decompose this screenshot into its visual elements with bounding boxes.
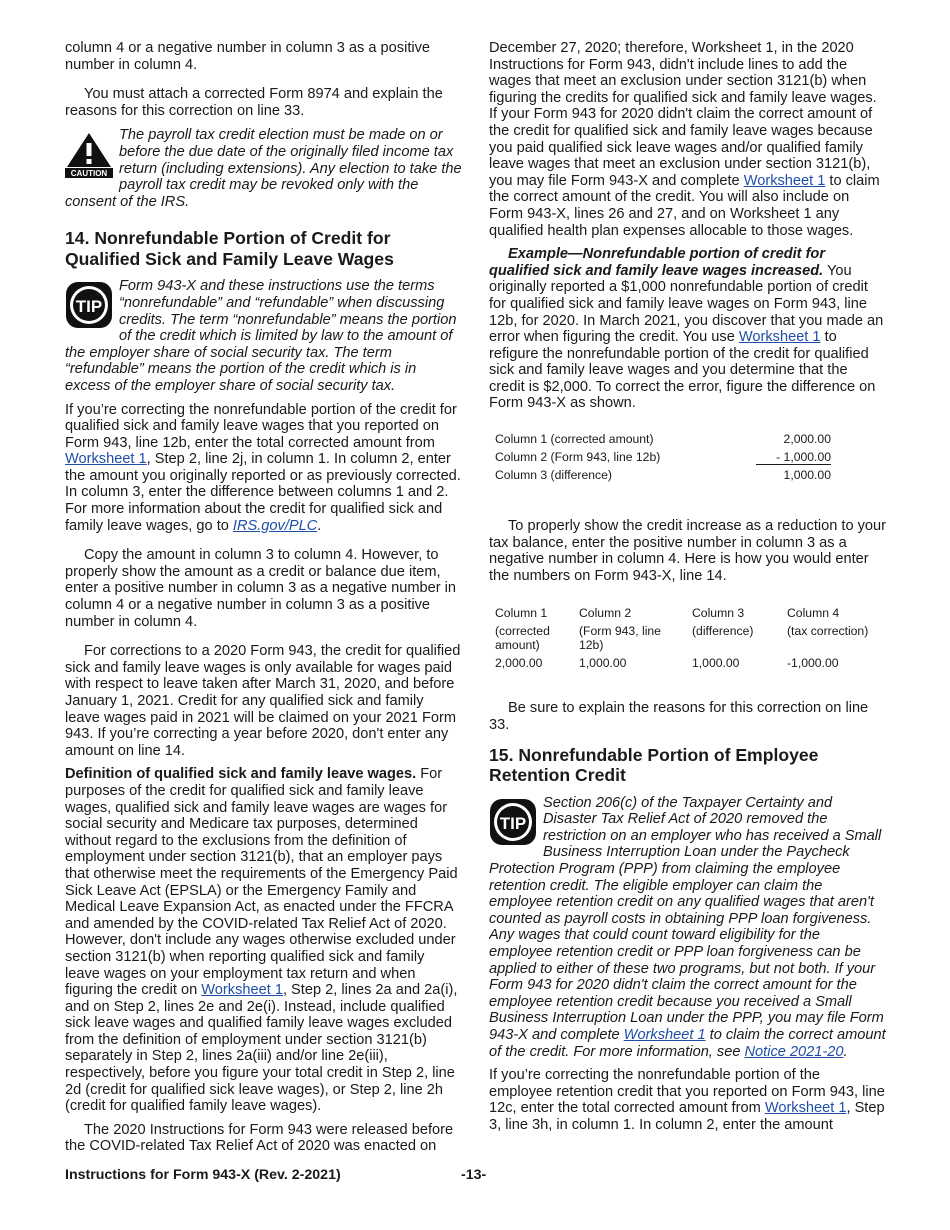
- page-number: -13-: [461, 1167, 487, 1183]
- table-cell-value: 1,000.00: [692, 656, 740, 671]
- paragraph: The 2020 Instructions for Form 943 were released before the COVID-related Tax Relief Act of 2020 was enacted on: [65, 1121, 454, 1155]
- caution-callout: [65, 127, 462, 210]
- table-cell-value: 2,000.00: [495, 656, 543, 671]
- table-row: [489, 654, 886, 672]
- paragraph: December 27, 2020; therefore, Worksheet 1, in the 2020 Instructions for Form 943, didn't include lines to add the wages that meet an exclusion under section 3121(b) when figuring the credits for qualified sick and family leave wages. If your Form 943 for 2020 didn't claim the correct amount of the credit for qualified sick and family leave wages because you paid qualified sick leave wages and/or qualified family leave wages that meet an exclusion under section 3121(b), you may file Form 943-X and complete Worksheet 1 to claim the correct amount of the credit. You will also include on Form 943-X, lines 26 and 27, and on Worksheet 1 any qualified health plan expenses allocable to those wages.: [489, 40, 880, 239]
- right-column: [489, 40, 886, 1134]
- table-subheader: (Form 943, line 12b): [579, 624, 661, 653]
- table-header: Column 4: [787, 606, 840, 621]
- table-row: [489, 466, 837, 484]
- page-footer: [65, 1167, 886, 1183]
- example-table-1: [489, 430, 837, 484]
- table-subheader: (corrected amount): [495, 624, 550, 653]
- paragraph: You must attach a corrected Form 8974 and explain the reasons for this correction on line 33.: [65, 86, 443, 119]
- table-row: [489, 430, 837, 448]
- worksheet-1-link[interactable]: Worksheet 1: [738, 329, 821, 346]
- caution-label: CAUTION: [70, 169, 108, 179]
- section-heading-15: 15. Nonrefundable Portion of Employee Retention Credit: [489, 744, 819, 786]
- tip-callout: [489, 795, 886, 1061]
- tip-text: Form 943-X and these instructions use the terms “nonrefundable” and “refundable” when discussing credits. The term “nonrefundable” means the portion of the credit which is limited by law to the amount of the employer share of social security tax. The term “refundable” means the portion of the credit which is in excess of the employer share of social security tax.: [65, 278, 457, 394]
- table-cell-value: -1,000.00: [787, 656, 839, 671]
- worksheet-1-link[interactable]: Worksheet 1: [743, 172, 826, 189]
- paragraph: Definition of qualified sick and family leave wages. For purposes of the credit for qualified sick and family leave wages, qualified sick and family leave wages are wages for social security and Medicare tax purposes, determined without regard to the exclusions from the definition of employment under section 3121(b), that an employer pays that otherwise meet the requirements of the Emergency Paid Sick Leave Act (EPSLA) or the Emergency Family and Medical Leave Expansion Act, as enacted under the FFCRA and amended by the COVID-related Tax Relief Act of 2020. However, don't include any wages otherwise excluded under section 3121(b) when reporting qualified sick and family leave wages on your employment tax return and when figuring the credit on Worksheet 1, Step 2, lines 2a and 2a(i), and on Step 2, lines 2e and 2e(i). Instead, include qualified sick leave wages and qualified family leave wages excluded from the definition of employment under section 3121(b) separately in Step 2, lines 2a(iii) and/or line 2e(iii), respectively, before you figure your total credit in Step 2, line 2d (credit for qualified sick leave wages), or Step 2, line 2h (credit for qualified family leave wages).: [65, 766, 458, 1115]
- paragraph: Be sure to explain the reasons for this correction on line 33.: [489, 700, 869, 734]
- paragraph: If you’re correcting the nonrefundable portion of the employee retention credit that you reported on Form 943, line 12c, enter the total corrected amount from Worksheet 1, Step 3, line 3h, in column 1. In column 2, enter the amount: [489, 1067, 885, 1133]
- worksheet-1-link[interactable]: Worksheet 1: [623, 1026, 706, 1043]
- table-header: Column 3: [692, 606, 745, 621]
- paragraph: Example—Nonrefundable portion of credit for qualified sick and family leave wages increased. You originally reported a $1,000 nonrefundable portion of credit for qualified sick and family leave wages on Form 943, line 12b, for 2020. In March 2021, you discover that you made an error when figuring the credit. You use Worksheet 1 to refigure the nonrefundable portion of the credit for qualified sick and family leave wages and you determine that the credit is $2,000. To correct the error, figure the difference on Form 943-X as shown.: [489, 246, 884, 412]
- footer-title: Instructions for Form 943-X (Rev. 2-2021): [65, 1167, 341, 1183]
- example-heading: Example—Nonrefundable portion of credit for qualified sick and family leave wages increased.: [489, 246, 826, 279]
- table-row: [489, 448, 837, 466]
- caution-icon: [65, 130, 113, 178]
- tip-text: Section 206(c) of the Taxpayer Certainty and Disaster Tax Relief Act of 2020 removed the restriction on an employer who has received a Small Business Interruption Loan under the Paycheck Protection Program (PPP) from claiming the employee retention credit. The eligible employer can claim the employee retention credit on any qualified wages that aren't counted as payroll costs in obtaining PPP loan forgiveness. Any wages that could count toward eligibility for the employee retention credit or PPP loan forgiveness can be applied to either of these two programs, but not both. If your Form 943 for 2020 didn't claim the correct amount for the employee retention credit because you received a Small Business Interruption Loan under the PPP, you may file Form 943-X and complete Worksheet 1 to claim the correct amount of the credit. For more information, see Notice 2021-20.: [489, 794, 886, 1060]
- table-cell-value: - 1,000.00: [756, 450, 831, 465]
- section-heading-14: 14. Nonrefundable Portion of Credit for Qualified Sick and Family Leave Wages: [65, 228, 394, 269]
- caution-text: The payroll tax credit election must be made on or before the due date of the originally filed income tax return (including extensions). Any election to take the payroll tax credit may be revoked only with the consent of the IRS.: [65, 127, 462, 210]
- paragraph: To properly show the credit increase as a reduction to your tax balance, enter the positive number in column 3 as a negative number in column 4. Here is how you would enter the numbers on Form 943-X, line 14.: [489, 518, 887, 584]
- table-subheader-row: [489, 622, 886, 654]
- tip-icon: [65, 281, 113, 329]
- run-in-heading: Definition of qualified sick and family leave wages.: [65, 766, 417, 783]
- left-column: [65, 40, 462, 1155]
- example-table-2: [489, 604, 886, 672]
- table-cell-label: Column 2 (Form 943, line 12b): [495, 450, 661, 465]
- tip-label: TIP: [499, 813, 527, 833]
- table-subheader: (tax correction): [787, 624, 869, 639]
- worksheet-1-link[interactable]: Worksheet 1: [201, 982, 283, 999]
- tip-callout: [65, 278, 462, 394]
- tip-icon: [489, 798, 537, 846]
- table-subheader: (difference): [692, 624, 754, 639]
- worksheet-1-link[interactable]: Worksheet 1: [65, 451, 147, 468]
- table-cell-value: 1,000.00: [783, 468, 831, 483]
- table-cell-label: Column 3 (difference): [495, 468, 612, 483]
- paragraph: Copy the amount in column 3 to column 4. However, to properly show the amount as a credit or balance due item, enter a positive number in column 3 as a negative number in column 4 or a negative number in column 3 as a positive number in column 4.: [65, 547, 457, 630]
- worksheet-1-link[interactable]: Worksheet 1: [764, 1100, 847, 1117]
- tip-label: TIP: [75, 297, 103, 317]
- table-cell-value: 2,000.00: [783, 432, 831, 447]
- table-header: Column 1: [495, 606, 548, 621]
- notice-2021-20-link[interactable]: Notice 2021-20: [744, 1043, 844, 1060]
- paragraph: If you’re correcting the nonrefundable portion of the credit for qualified sick and family leave wages that you reported on Form 943, line 12b, enter the total corrected amount from Worksheet 1, Step 2, line 2j, in column 1. In column 2, enter the amount you originally reported or as previously corrected. In column 3, enter the difference between columns 1 and 2. For more information about the credit for qualified sick and family leave wages, go to IRS.gov/PLC.: [65, 401, 461, 534]
- table-header-row: [489, 604, 886, 622]
- table-header: Column 2: [579, 606, 632, 621]
- table-cell-label: Column 1 (corrected amount): [495, 432, 654, 447]
- table-cell-value: 1,000.00: [579, 656, 627, 671]
- paragraph: column 4 or a negative number in column 3 as a positive number in column 4.: [65, 40, 431, 73]
- irs-plc-link[interactable]: IRS.gov/PLC: [232, 517, 318, 534]
- paragraph: For corrections to a 2020 Form 943, the credit for qualified sick and family leave wages is only available for wages paid with respect to leave taken after March 31, 2020, and before January 1, 2021. Credit for any qualified sick and family leave wages paid in 2021 will be claimed on your 2021 Form 943. If you’re correcting a year before 2020, don't enter any amount on line 14.: [65, 643, 461, 759]
